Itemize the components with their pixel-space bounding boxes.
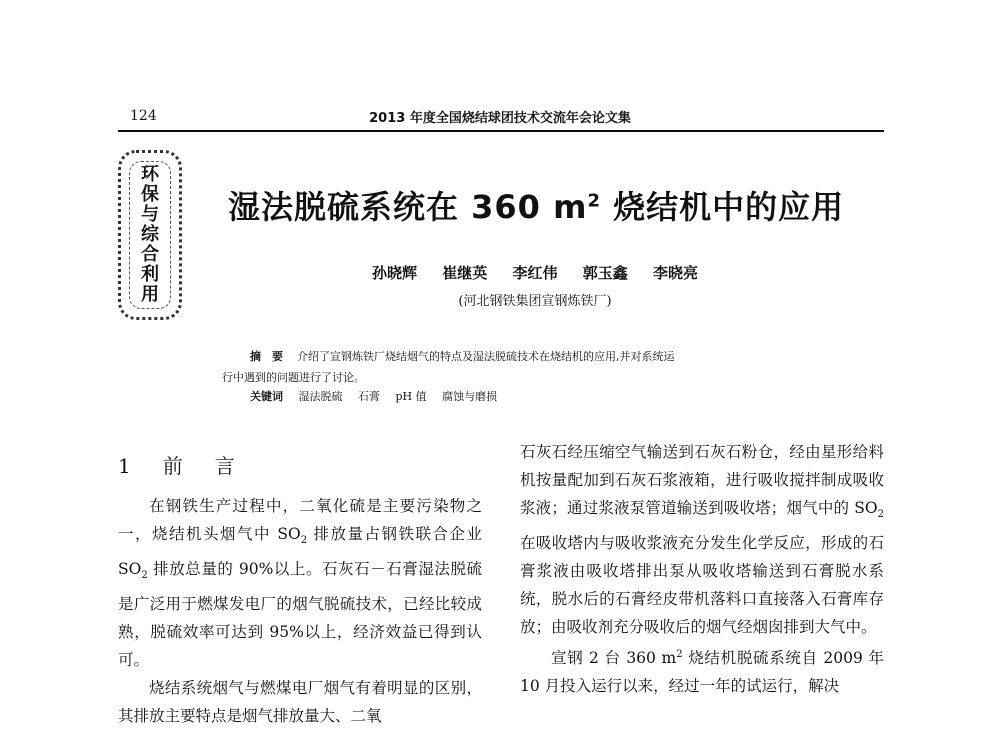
abstract-text-line1: 介绍了宣钢炼铁厂烧结烟气的特点及湿法脱硫技术在烧结机的应用,并对系统运 — [297, 350, 675, 363]
paragraph — [520, 641, 884, 700]
author: 郭玉鑫 — [582, 264, 628, 282]
superscript: 2 — [676, 649, 683, 661]
left-column — [118, 438, 482, 730]
subscript: 2 — [300, 535, 308, 547]
keywords — [250, 388, 509, 404]
author: 孙晓辉 — [371, 264, 417, 282]
paragraph — [520, 438, 884, 641]
keyword: pH 值 — [395, 390, 427, 403]
right-column — [520, 438, 884, 700]
text-run: 在吸收塔内与吸收浆液充分发生化学反应，形成的石膏浆液由吸收塔排出泵从吸收塔输送到石膏脱水系统，脱水后的石膏经皮带机落料口直接落入石膏库存放；由吸收剂充分吸收后的烟气经烟囱排到大气中。 — [520, 534, 884, 637]
subscript: 2 — [877, 509, 884, 521]
page-number: 124 — [130, 108, 157, 124]
keyword: 石膏 — [358, 390, 380, 403]
abstract-text-line2: 行中遇到的问题进行了讨论。 — [222, 371, 365, 384]
running-title: 2013 年度全国烧结球团技术交流年会论文集 — [369, 111, 631, 126]
text-run: 石灰石经压缩空气输送到石灰石粉仓，经由星形给料机按量配加到石灰石浆液箱，进行吸收搅拌制成吸收浆液；通过浆液泵管道输送到吸收塔；烟气中的 SO — [520, 443, 884, 517]
text-run: 排放量占钢铁联合企业 SO — [118, 525, 482, 579]
keyword: 腐蚀与磨损 — [442, 390, 498, 403]
subscript: 2 — [141, 570, 148, 582]
text-run: 在钢铁生产过程中，二氧化硫是主要污染物之一，烧结机头烟气中 SO — [118, 497, 482, 543]
title-rest: 烧结机中的应用 — [600, 188, 845, 226]
title-main: 湿法脱硫系统在 360 m — [228, 188, 588, 226]
keyword: 湿法脱硫 — [298, 390, 343, 403]
abstract-label: 摘 要 — [250, 350, 283, 363]
section-tag-text: 环 保 与 综 合 利 用 — [129, 161, 171, 309]
affiliation: (河北钢铁集团宣钢炼铁厂) — [458, 294, 612, 309]
header-rule — [118, 130, 884, 132]
section-heading: 1 前 言 — [118, 454, 241, 478]
paragraph: 烧结系统烟气与燃煤电厂烟气有着明显的区别，其排放主要特点是烟气排放量大、二氧 — [118, 679, 482, 726]
author: 李晓亮 — [652, 264, 698, 282]
article-title — [228, 182, 844, 228]
author: 李红伟 — [512, 264, 558, 282]
text-run: 宣钢 2 台 360 m — [551, 649, 677, 668]
title-superscript: 2 — [587, 190, 601, 212]
author-list — [0, 262, 1000, 283]
text-run: 排放总量的 90%以上。石灰石－石膏湿法脱硫是广泛用于燃煤发电厂的烟气脱硫技术，已经比较成熟，脱硫效率可达到 95%以上，经济效益已得到认可。 — [118, 560, 482, 670]
keywords-label: 关键词 — [250, 390, 283, 403]
abstract — [222, 346, 802, 388]
paragraph — [118, 492, 482, 674]
author: 崔继英 — [442, 264, 488, 282]
text-run: 烧结机脱硫系统自 2009 年 10 月投入运行以来，经过一年的试运行，解决 — [520, 649, 884, 696]
